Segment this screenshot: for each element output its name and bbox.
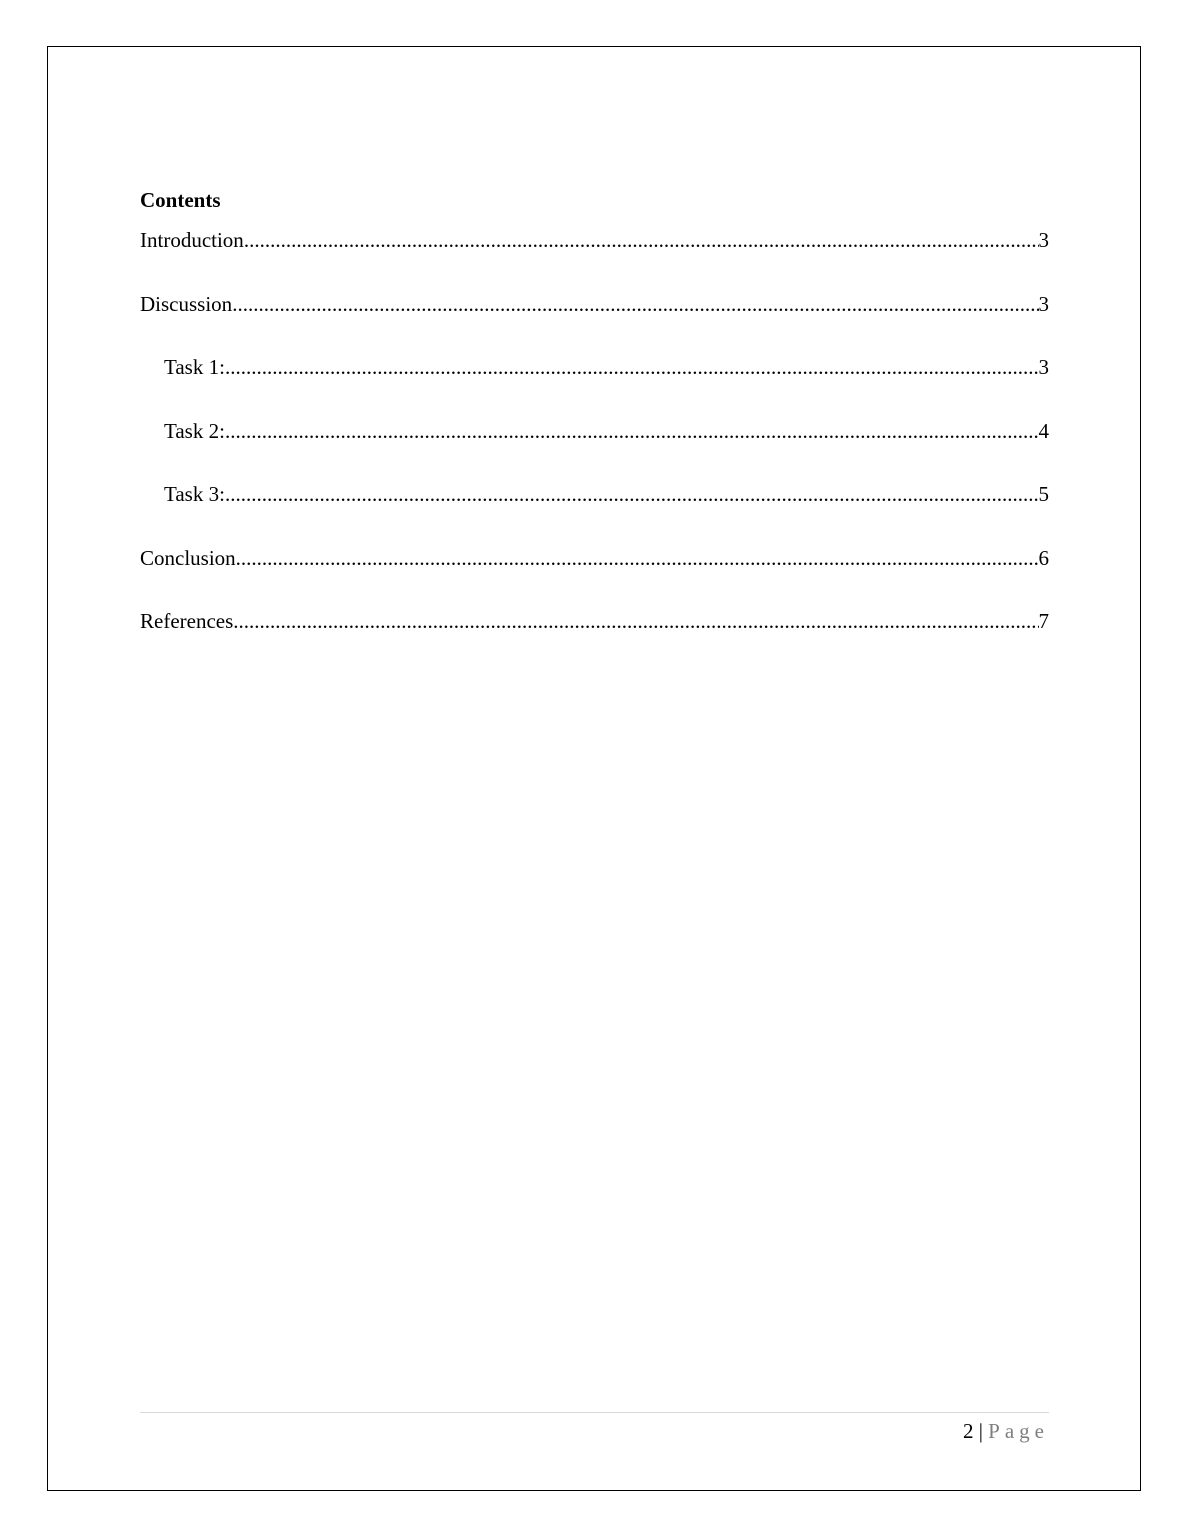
- toc-entry-title: Task 3:: [164, 482, 225, 506]
- toc-entry-discussion[interactable]: [140, 290, 1049, 318]
- toc-entry-task-1[interactable]: [140, 353, 1049, 381]
- toc-entry-page: 6: [1038, 545, 1049, 570]
- toc-entry-page: 7: [1038, 609, 1049, 633]
- toc-entry-references[interactable]: [140, 607, 1049, 635]
- toc-dot-leader: [225, 480, 1039, 508]
- footer-separator: |: [978, 1419, 983, 1443]
- toc-entry-page: 4: [1038, 418, 1049, 443]
- page-footer: [963, 1417, 1049, 1445]
- table-of-contents: [140, 226, 1049, 671]
- toc-entry-title: Conclusion: [140, 545, 236, 570]
- toc-dot-leader: [233, 607, 1038, 635]
- toc-entry-page: 5: [1038, 482, 1049, 506]
- toc-entry-conclusion[interactable]: [140, 544, 1049, 572]
- toc-entry-page: 3: [1038, 355, 1049, 379]
- toc-dot-leader: [236, 544, 1039, 572]
- toc-entry-page: 3: [1038, 228, 1049, 252]
- toc-dot-leader: [232, 290, 1038, 318]
- toc-entry-introduction[interactable]: [140, 226, 1049, 254]
- footer-page-number: 2: [962, 1419, 974, 1443]
- toc-entry-title: Discussion: [140, 291, 233, 316]
- toc-entry-page: 3: [1038, 291, 1049, 316]
- toc-dot-leader: [244, 226, 1039, 254]
- toc-dot-leader: [225, 353, 1039, 381]
- footer-page-word: Page: [988, 1419, 1049, 1443]
- footer-divider: [140, 1412, 1049, 1413]
- toc-entry-title: References: [140, 609, 234, 633]
- toc-entry-task-2[interactable]: [140, 417, 1049, 445]
- toc-entry-title: Task 1:: [164, 355, 225, 379]
- toc-heading: Contents: [140, 188, 221, 212]
- toc-entry-title: Task 2:: [164, 418, 225, 443]
- toc-entry-title: Introduction: [140, 228, 244, 252]
- toc-dot-leader: [225, 417, 1039, 445]
- toc-entry-task-3[interactable]: [140, 480, 1049, 508]
